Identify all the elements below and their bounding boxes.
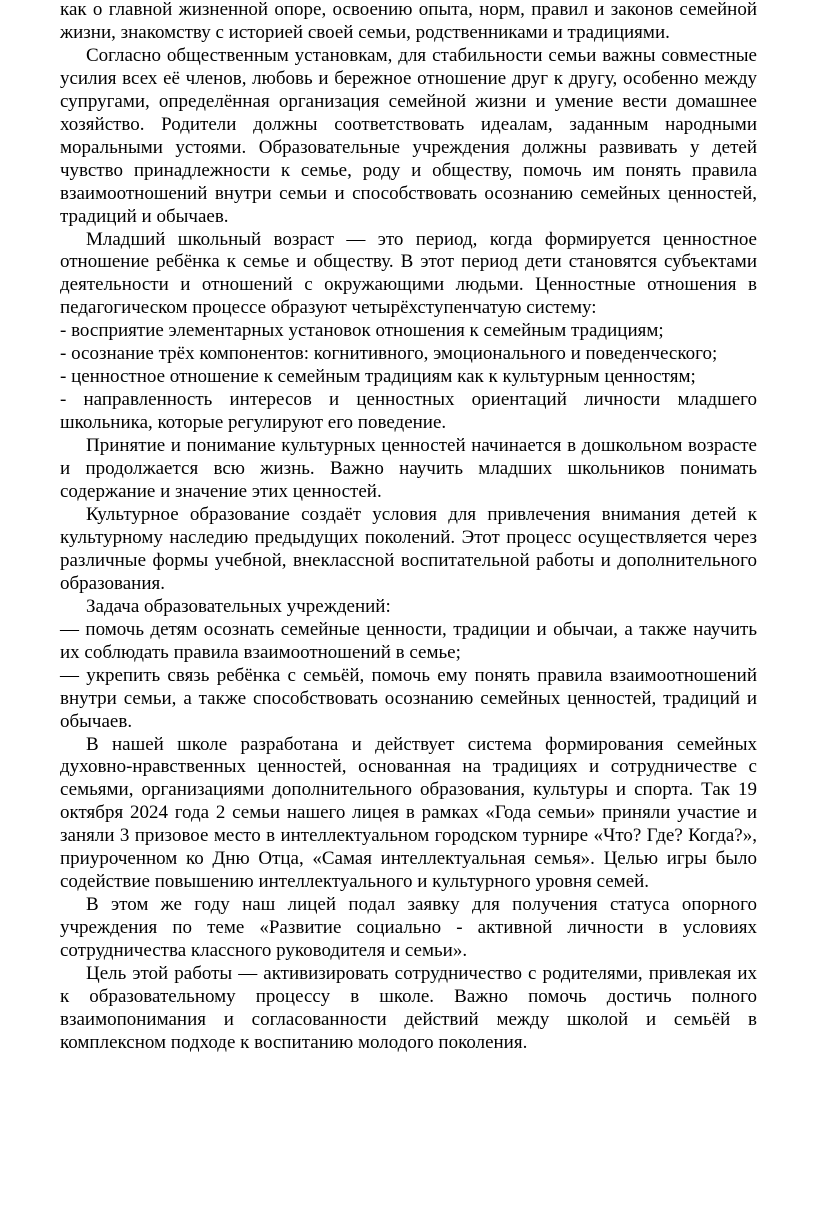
list-item-orientation: - направленность интересов и ценностных ориентаций личности младшего школьника, которые регулируют его поведение. — [60, 389, 757, 434]
task-item-bond: — укрепить связь ребёнка с семьёй, помочь ему понять правила взаимоотношений внутри семьи, а также способствовать осознанию семейных ценностей, традиций и обычаев. — [60, 664, 757, 732]
paragraph-school-system: В нашей школе разработана и действует система формирования семейных духовно-нравственных ценностей, основанная на традициях и сотрудничестве с семьями, организациями дополнительного образования, культуры и спорта. Так 19 октября 2024 года 2 семьи нашего лицея в рамках «Года семьи» приняли участие и заняли 3 призовое место в интеллектуальном городском турнире «Что? Где? Когда?», приуроченном ко Дню Отца, «Самая интеллектуальная семья». Целью игры было содействие повышению интеллектуального и культурного уровня семей. — [60, 733, 757, 893]
document-page — [60, 0, 757, 1055]
paragraph-work-goal: Цель этой работы — активизировать сотрудничество с родителями, привлекая их к образовательному процессу в школе. Важно помочь достичь полного взаимопонимания и согласованности действий между школой и семьёй в комплексном подходе к воспитанию молодого поколения. — [60, 963, 757, 1053]
list-item-perception: - восприятие элементарных установок отношения к семейным традициям; — [60, 320, 664, 342]
paragraph-lyceum-application: В этом же году наш лицей подал заявку для получения статуса опорного учреждения по теме «Развитие социально - активной личности в условиях сотрудничества классного руководителя и семьи». — [60, 894, 757, 962]
paragraph-primary-school-age: Младший школьный возраст — это период, когда формируется ценностное отношение ребёнка к семье и обществу. В этот период дети становятся субъектами деятельности и отношений с окружающими людьми. Ценностные отношения в педагогическом процессе образуют четырёхступенчатую систему: — [60, 228, 757, 319]
task-item-values: — помочь детям осознать семейные ценности, традиции и обычаи, а также научить их соблюдать правила взаимоотношений в семье; — [60, 618, 757, 663]
list-item-awareness: - осознание трёх компонентов: когнитивного, эмоционального и поведенческого; — [60, 343, 718, 365]
paragraph-cultural-values: Принятие и понимание культурных ценностей начинается в дошкольном возрасте и продолжается всю жизнь. Важно научить младших школьников понимать содержание и значение этих ценностей. — [60, 435, 757, 503]
paragraph-social-attitudes: Согласно общественным установкам, для стабильности семьи важны совместные усилия всех её членов, любовь и бережное отношение друг к другу, особенно между супругами, определённая организация семейной жизни и умение вести домашнее хозяйство. Родители должны соответствовать идеалам, заданным народными моральными устоями. Образовательные учреждения должны развивать у детей чувство принадлежности к семье, роду и обществу, помочь им понять правила взаимоотношений внутри семьи и способствовать осознанию семейных ценностей, традиций и обычаев. — [60, 44, 757, 227]
paragraph-cultural-education: Культурное образование создаёт условия для привлечения внимания детей к культурному наследию предыдущих поколений. Этот процесс осуществляется через различные формы учебной, внеклассной воспитательной работы и дополнительного образования. — [60, 503, 757, 594]
paragraph-family-support: как о главной жизненной опоре, освоению опыта, норм, правил и законов семейной жизни, знакомству с историей своей семьи, родственниками и традициями. — [60, 0, 757, 43]
list-item-value-attitude: - ценностное отношение к семейным традициям как к культурным ценностям; — [60, 366, 696, 388]
paragraph-task-heading: Задача образовательных учреждений: — [86, 595, 391, 617]
